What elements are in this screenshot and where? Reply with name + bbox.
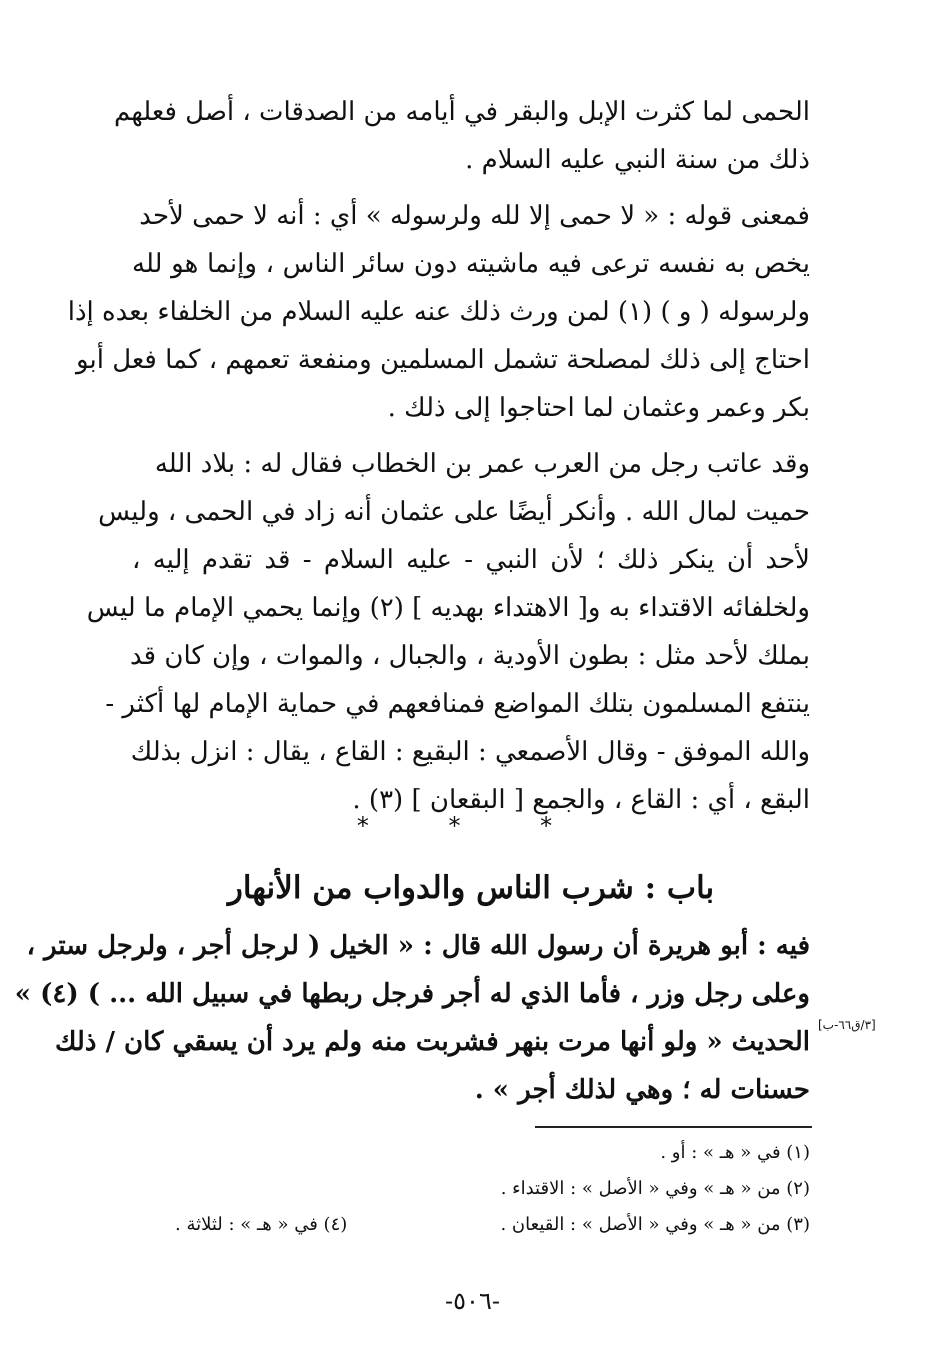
hadith-line: الحديث « ولو أنها مرت بنهر فشربت منه ولم يرد أن يسقي كان / ذلك xyxy=(54,1027,810,1057)
text-line: لأحد أن ينكر ذلك ؛ لأن النبي - عليه السلام - قد تقدم إليه ، xyxy=(132,545,810,575)
folio-marker: [٣/ق٦٦-ب] xyxy=(818,1018,876,1032)
text-line: والله الموفق - وقال الأصمعي : البقيع : القاع ، يقال : انزل بذلك xyxy=(130,737,810,767)
text-line: احتاج إلى ذلك لمصلحة تشمل المسلمين ومنفعة تعمهم ، كما فعل أبو xyxy=(76,345,810,375)
footnote-divider xyxy=(535,1126,812,1128)
text-line: حميت لمال الله . وأنكر أيضًا على عثمان أنه زاد في الحمى ، وليس xyxy=(98,497,810,527)
hadith-line: حسنات له ؛ وهي لذلك أجر » . xyxy=(474,1075,810,1105)
text-line: فمعنى قوله : « لا حمى إلا لله ولرسوله » أي : أنه لا حمى لأحد xyxy=(139,201,810,231)
section-separator: * * * xyxy=(356,812,589,840)
text-line: وقد عاتب رجل من العرب عمر بن الخطاب فقال له : بلاد الله xyxy=(154,449,810,479)
footnote-2: (٢) من « هـ » وفي « الأصل » : الاقتداء . xyxy=(500,1178,810,1199)
text-line: يخص به نفسه ترعى فيه ماشيته دون سائر الناس ، وإنما هو لله xyxy=(132,249,810,279)
hadith-line: فيه : أبو هريرة أن رسول الله قال : « الخيل ( لرجل أجر ، ولرجل ستر ، xyxy=(26,931,810,961)
text-line: البقع ، أي : القاع ، والجمع [ البقعان ] (٣) . xyxy=(352,785,810,815)
section-heading: باب : شرب الناس والدواب من الأنهار xyxy=(227,870,715,906)
text-line: ذلك من سنة النبي عليه السلام . xyxy=(465,145,810,175)
page-number: -٥٠٦- xyxy=(445,1287,500,1315)
hadith-line: وعلى رجل وزر ، فأما الذي له أجر فرجل ربطها في سبيل الله ... ) (٤) » xyxy=(14,979,810,1009)
footnote-4: (٤) في « هـ » : لثلاثة . xyxy=(175,1214,348,1235)
text-line: ينتفع المسلمون بتلك المواضع فمنافعهم في حماية الإمام لها أكثر - xyxy=(105,689,810,719)
text-line: بملك لأحد مثل : بطون الأودية ، والجبال ، والموات ، وإن كان قد xyxy=(130,641,810,671)
footnote-1: (١) في « هـ » : أو . xyxy=(660,1142,810,1163)
text-line: ولخلفائه الاقتداء به و[ الاهتداء بهديه ] (٢) وإنما يحمي الإمام ما ليس xyxy=(86,593,810,623)
text-line: ولرسوله ( و ) (١) لمن ورث ذلك عنه عليه السلام من الخلفاء بعده إذا xyxy=(67,297,810,327)
text-line: بكر وعمر وعثمان لما احتاجوا إلى ذلك . xyxy=(387,393,810,423)
footnote-3: (٣) من « هـ » وفي « الأصل » : القيعان . xyxy=(500,1214,810,1235)
text-line: الحمى لما كثرت الإبل والبقر في أيامه من الصدقات ، أصل فعلهم xyxy=(114,97,810,127)
